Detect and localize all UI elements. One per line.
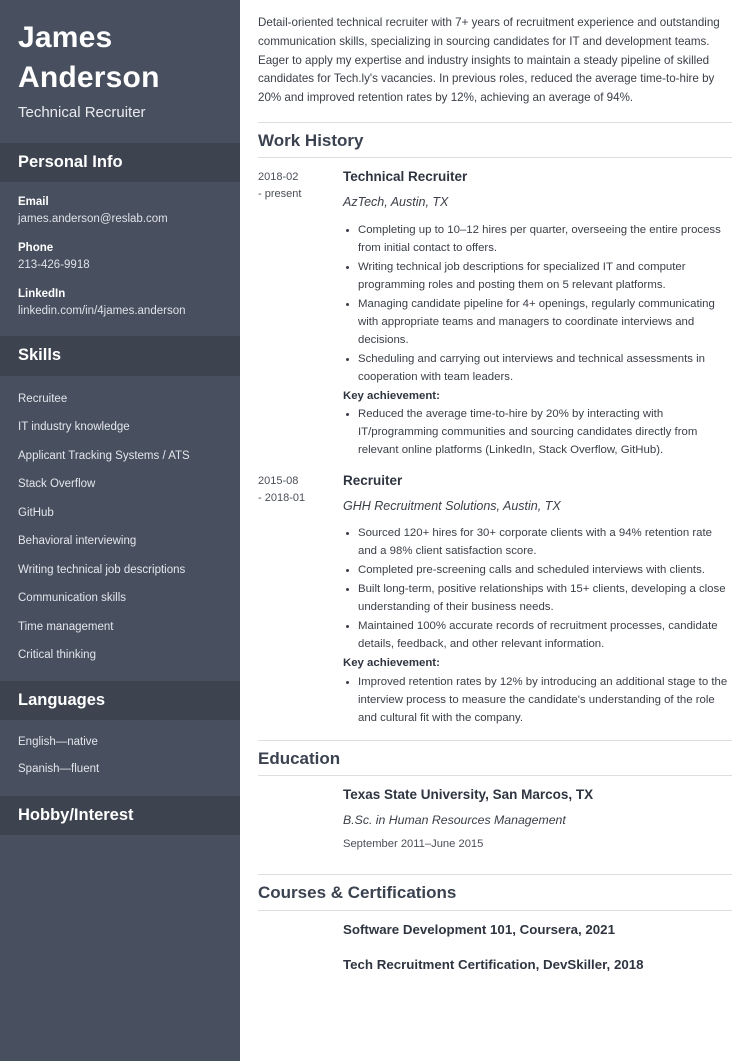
last-name: Anderson <box>18 60 160 94</box>
work-entry-role: Recruiter <box>343 472 403 488</box>
work-bullet: • Maintained 100% accurate records of recruitment processes, candidate details, feedback, and other relevant information. <box>358 617 732 653</box>
education-degree: B.Sc. in Human Resources Management <box>343 812 566 827</box>
education-dates: September 2011–June 2015 <box>343 838 484 851</box>
education-entry-dates-spacer <box>258 786 343 787</box>
skill-item: Behavioral interviewing <box>18 535 137 548</box>
education-entry-body <box>343 786 732 862</box>
work-entry-bullets <box>343 524 732 653</box>
work-bullet: • Sourced 120+ hires for 30+ corporate clients with a 94% retention rate and a 98% client satisfaction score. <box>358 524 732 560</box>
personal-info-list <box>0 182 240 336</box>
work-bullet: • Completing up to 10–12 hires per quarter, overseeing the entire process from initial contact to offers. <box>358 221 732 257</box>
email-value[interactable]: james.anderson@reslab.com <box>18 212 168 225</box>
work-entry-date-end: - 2018-01 <box>258 492 306 505</box>
info-item-email <box>18 194 222 228</box>
section-header-personal-info: Personal Info <box>0 143 240 183</box>
work-bullet: • Managing candidate pipeline for 4+ openings, regularly communicating with appropriate teams and managers to coordinate interviews and decisions. <box>358 295 732 349</box>
skill-item: Stack Overflow <box>18 478 96 491</box>
course-item: Software Development 101, Coursera, 2021 <box>343 921 615 937</box>
section-work-history <box>258 122 732 728</box>
courses-heading-bar <box>258 874 732 910</box>
education-entry <box>258 786 732 862</box>
work-entry-dates <box>258 472 343 507</box>
work-entry-date-start: 2018-02 <box>258 171 299 184</box>
linkedin-label: LinkedIn <box>18 288 66 301</box>
work-entry-organization: GHH Recruitment Solutions, Austin, TX <box>343 498 561 513</box>
main-content <box>240 0 750 1061</box>
key-achievement-bullet: • Reduced the average time-to-hire by 20% by interacting with IT/programming communities and sourcing candidates directly from relevant online platforms (LinkedIn, Stack Overflow, GitHub). <box>358 405 732 459</box>
section-education <box>258 740 732 863</box>
first-name: James <box>18 21 113 54</box>
section-header-languages: Languages <box>0 681 240 721</box>
sidebar <box>0 0 240 1061</box>
info-item-linkedin <box>18 286 222 320</box>
work-bullet: • Completed pre-screening calls and scheduled interviews with clients. <box>358 561 732 579</box>
work-bullet: • Writing technical job descriptions for specialized IT and computer programming roles and posting them on 5 relevant platforms. <box>358 258 732 294</box>
work-history-heading: Work History <box>258 130 364 150</box>
skill-item: IT industry knowledge <box>18 421 130 434</box>
phone-label: Phone <box>18 242 54 255</box>
key-achievement-label: Key achievement: <box>343 389 440 402</box>
work-bullet: • Scheduling and carrying out interviews and technical assessments in cooperation with team leaders. <box>358 350 732 386</box>
education-heading-bar <box>258 740 732 776</box>
skill-item: Applicant Tracking Systems / ATS <box>18 449 190 462</box>
language-item: English—native <box>18 736 98 749</box>
name-block <box>0 18 240 143</box>
work-entry-body <box>343 472 732 728</box>
job-title: Technical Recruiter <box>18 104 146 122</box>
key-achievement-label: Key achievement: <box>343 657 440 670</box>
skill-item: GitHub <box>18 506 54 519</box>
skill-item: Writing technical job descriptions <box>18 563 186 576</box>
info-item-phone <box>18 240 222 274</box>
skill-item: Communication skills <box>18 592 127 605</box>
work-entry <box>258 472 732 728</box>
courses-heading: Courses & Certifications <box>258 883 457 903</box>
work-entry-bullets <box>343 221 732 386</box>
courses-entry-body <box>343 921 732 975</box>
section-header-skills: Skills <box>0 336 240 376</box>
work-history-heading-bar <box>258 122 732 158</box>
work-entry-key-achievements <box>343 673 732 727</box>
work-bullet: • Built long-term, positive relationships with 15+ clients, developing a close understanding of their business needs. <box>358 580 732 616</box>
course-item: Tech Recruitment Certification, DevSkiller, 2018 <box>343 957 644 973</box>
section-header-hobby-interest: Hobby/Interest <box>0 796 240 836</box>
section-courses-certifications <box>258 874 732 974</box>
work-entry-organization: AzTech, Austin, TX <box>343 195 449 210</box>
key-achievement-bullet: • Improved retention rates by 12% by introducing an additional stage to the interview process to measure the candidate's understanding of the role and cultural fit with the company. <box>358 673 732 727</box>
phone-value[interactable]: 213-426-9918 <box>18 258 90 271</box>
work-entry-dates <box>258 168 343 203</box>
skill-item: Time management <box>18 620 114 633</box>
education-school: Texas State University, San Marcos, TX <box>343 787 594 803</box>
linkedin-value[interactable]: linkedin.com/in/4james.anderson <box>18 304 186 317</box>
work-entry-date-end: - present <box>258 188 302 201</box>
hobby-interest-list <box>0 835 240 851</box>
professional-summary: Detail-oriented technical recruiter with 7+ years of recruitment experience and outstanding communication skills, specializing in sourcing candidates for IT and development teams. Eager to apply my expertise and industry insights to maintain a steady pipeline of skilled candidates for Tech.ly's vacancies. In previous roles, reduced the average time-to-hire by 20% and improved retention rates by 12%, achieving an average of 94%. <box>258 16 720 105</box>
courses-entry <box>258 921 732 975</box>
education-item <box>343 786 732 852</box>
courses-entry-dates-spacer <box>258 921 343 922</box>
email-label: Email <box>18 196 49 209</box>
work-entry-role: Technical Recruiter <box>343 169 468 185</box>
skill-item: Recruitee <box>18 392 68 405</box>
work-entry-body <box>343 168 732 460</box>
education-heading: Education <box>258 748 341 768</box>
languages-list <box>0 720 240 795</box>
skill-item: Critical thinking <box>18 649 96 662</box>
work-entry-key-achievements <box>343 405 732 459</box>
work-entry <box>258 168 732 460</box>
work-entry-date-start: 2015-08 <box>258 474 299 487</box>
language-item: Spanish—fluent <box>18 763 100 775</box>
skills-list <box>0 376 240 681</box>
